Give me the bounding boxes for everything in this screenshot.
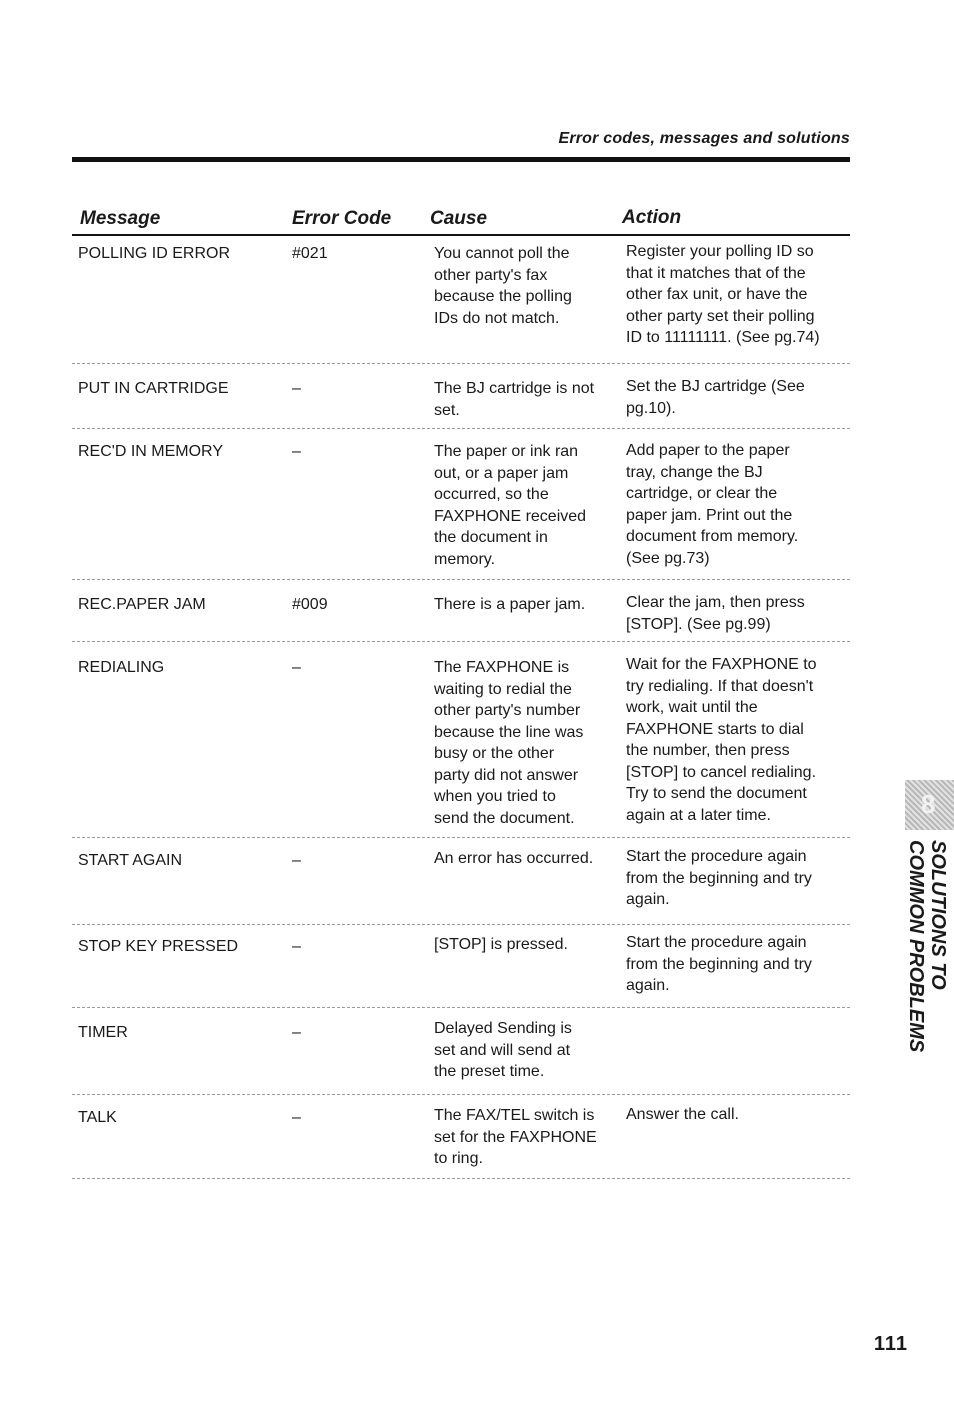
row-cause: Delayed Sending is set and will send at the preset time. <box>434 1020 572 1080</box>
row-action: Add paper to the paper tray, change the BJ cartridge, or clear the paper jam. Print out the document from memory. (See pg.73) <box>626 442 799 567</box>
chapter-label: SOLUTIONS TO COMMON PROBLEMS <box>905 840 949 1053</box>
row-action: Wait for the FAXPHONE to try redialing. If that doesn't work, wait until the FAXPHONE starts to dial the number, then press [STOP] to cancel redialing. Try to send the document again at a later time. <box>626 656 817 824</box>
row-error-code: – <box>292 1109 301 1126</box>
table-row <box>72 236 850 364</box>
row-error-code: – <box>292 380 301 397</box>
row-error-code: – <box>292 1024 301 1041</box>
chapter-tab <box>905 780 954 830</box>
table-row <box>72 1008 850 1095</box>
column-header-action: Action <box>622 207 682 228</box>
row-cause: The paper or ink ran out, or a paper jam occurred, so the FAXPHONE received the document in memory. <box>434 443 587 568</box>
column-header-message: Message <box>80 208 161 229</box>
row-error-code: – <box>292 852 301 869</box>
table-row <box>72 925 850 1008</box>
table-row <box>72 642 850 838</box>
row-message: REDIALING <box>78 659 165 676</box>
table-row <box>72 364 850 429</box>
table-row <box>72 838 850 925</box>
row-cause: An error has occurred. <box>434 850 594 867</box>
table-row <box>72 580 850 642</box>
row-message: PUT IN CARTRIDGE <box>78 380 229 397</box>
row-action: Register your polling ID so that it matches that of the other fax unit, or have the other party set their polling ID to 11111111. (See pg.74) <box>626 243 820 346</box>
row-action: Answer the call. <box>626 1106 739 1123</box>
running-title: Error codes, messages and solutions <box>558 130 850 147</box>
row-cause: [STOP] is pressed. <box>434 936 568 953</box>
row-cause: The FAX/TEL switch is set for the FAXPHONE to ring. <box>434 1107 597 1167</box>
table-row <box>72 429 850 580</box>
row-action: Start the procedure again from the beginning and try again. <box>626 934 812 994</box>
error-codes-table <box>72 208 850 1179</box>
row-cause: There is a paper jam. <box>434 596 586 613</box>
row-message: REC.PAPER JAM <box>78 596 206 613</box>
page-number: 111 <box>873 1333 908 1355</box>
row-error-code: – <box>292 659 301 676</box>
chapter-number: 8 <box>921 789 936 819</box>
row-action: Set the BJ cartridge (See pg.10). <box>626 378 805 417</box>
row-cause: You cannot poll the other party's fax because the polling IDs do not match. <box>434 245 572 327</box>
table-header <box>72 208 850 236</box>
column-header-cause: Cause <box>430 208 488 229</box>
row-message: POLLING ID ERROR <box>78 245 231 262</box>
row-action: Clear the jam, then press [STOP]. (See pg.99) <box>626 594 805 633</box>
row-divider <box>72 1178 850 1179</box>
row-error-code: – <box>292 938 301 955</box>
column-header-error-code: Error Code <box>292 208 392 229</box>
row-message: STOP KEY PRESSED <box>78 938 239 955</box>
row-error-code: – <box>292 443 301 460</box>
row-message: REC'D IN MEMORY <box>78 443 223 460</box>
table-row <box>72 1095 850 1179</box>
header-rule <box>72 157 850 162</box>
row-message: START AGAIN <box>78 852 183 869</box>
row-message: TALK <box>78 1109 117 1126</box>
row-error-code: #009 <box>292 596 328 613</box>
row-cause: The BJ cartridge is not set. <box>434 380 595 419</box>
row-error-code: #021 <box>292 245 328 262</box>
row-cause: The FAXPHONE is waiting to redial the other party's number because the line was busy or the other party did not answer when you tried to send the document. <box>434 659 584 827</box>
row-action: Start the procedure again from the beginning and try again. <box>626 848 812 908</box>
row-message: TIMER <box>78 1024 128 1041</box>
